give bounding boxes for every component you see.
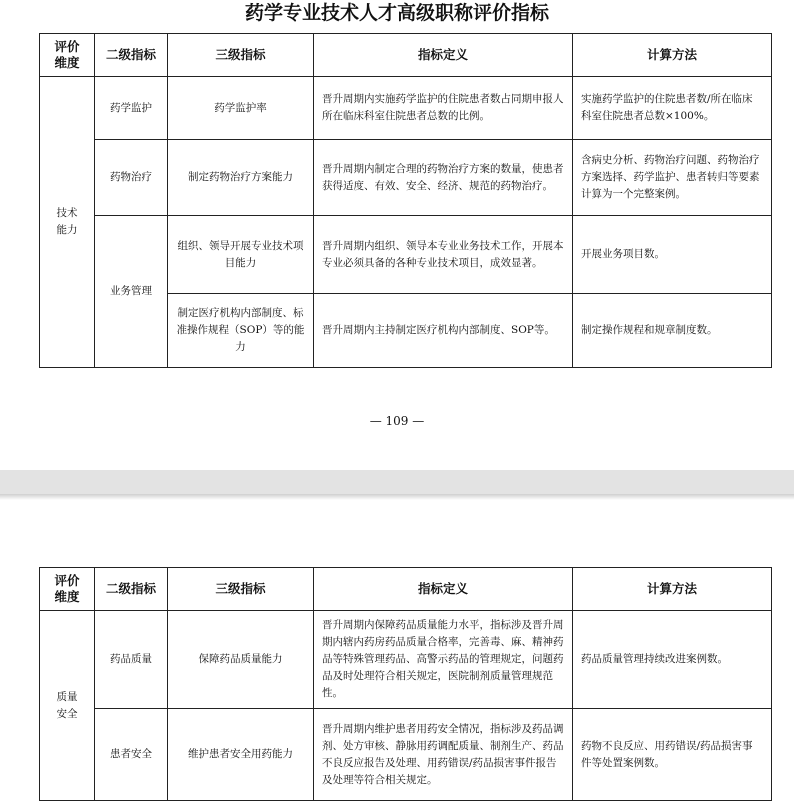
header-method: 计算方法	[573, 568, 772, 611]
header-level3: 三级指标	[168, 34, 314, 77]
header-level3: 三级指标	[168, 568, 314, 611]
definition-cell: 晋升周期内主持制定医疗机构内部制度、SOP等。	[314, 294, 573, 368]
method-cell: 含病史分析、药物治疗问题、药物治疗方案选择、药学监护、患者转归等要素计算为一个完整案例。	[573, 140, 772, 216]
level2-cell: 药学监护	[95, 77, 168, 140]
definition-cell: 晋升周期内组织、领导本专业业务技术工作，开展本专业必须具备的各种专业技术项目，成效显著。	[314, 216, 573, 294]
definition-cell: 晋升周期内实施药学监护的住院患者数占同期申报人所在临床科室住院患者总数的比例。	[314, 77, 573, 140]
level3-cell: 组织、领导开展专业技术项目能力	[168, 216, 314, 294]
header-dimension: 评价 维度	[40, 34, 95, 77]
table-row	[40, 140, 772, 216]
dimension-cell: 技术 能力	[40, 77, 95, 368]
header-level2: 二级指标	[95, 568, 168, 611]
table-row	[40, 216, 772, 294]
header-level2: 二级指标	[95, 34, 168, 77]
header-definition: 指标定义	[314, 568, 573, 611]
level3-cell: 维护患者安全用药能力	[168, 709, 314, 801]
definition-cell: 晋升周期内保障药品质量能力水平，指标涉及晋升周期内辖内药房药品质量合格率，完善毒、麻、精神药品等特殊管理药品、高警示药品的管理规定，问题药品及时处理符合相关规定，医院制剂质量管理规范性。	[314, 611, 573, 709]
indicator-table-technical	[39, 33, 772, 368]
method-cell: 药物不良反应、用药错误/药品损害事件等处置案例数。	[573, 709, 772, 801]
definition-cell: 晋升周期内制定合理的药物治疗方案的数量，使患者获得适度、有效、安全、经济、规范的药物治疗。	[314, 140, 573, 216]
header-dimension: 评价 维度	[40, 568, 95, 611]
method-cell: 药品质量管理持续改进案例数。	[573, 611, 772, 709]
header-definition: 指标定义	[314, 34, 573, 77]
method-cell: 实施药学监护的住院患者数/所在临床科室住院患者总数×100%。	[573, 77, 772, 140]
table-header-row	[40, 34, 772, 77]
dimension-cell: 质量 安全	[40, 611, 95, 801]
level3-cell: 药学监护率	[168, 77, 314, 140]
level2-cell: 药品质量	[95, 611, 168, 709]
page-separator	[0, 470, 794, 494]
page-title: 药学专业技术人才高级职称评价指标	[244, 2, 549, 24]
page-number: — 109 —	[369, 414, 425, 428]
definition-cell: 晋升周期内维护患者用药安全情况，指标涉及药品调剂、处方审核、静脉用药调配质量、制剂生产、药品不良反应报告及处理、用药错误/药品损害事件报告及处理等符合相关规定。	[314, 709, 573, 801]
indicator-table-quality	[39, 567, 772, 801]
table-row	[40, 611, 772, 709]
page-separator-shadow	[0, 494, 794, 500]
table-row	[40, 77, 772, 140]
method-cell: 制定操作规程和规章制度数。	[573, 294, 772, 368]
method-cell: 开展业务项目数。	[573, 216, 772, 294]
level3-cell: 制定药物治疗方案能力	[168, 140, 314, 216]
level3-cell: 保障药品质量能力	[168, 611, 314, 709]
table-header-row	[40, 568, 772, 611]
header-method: 计算方法	[573, 34, 772, 77]
level2-cell: 药物治疗	[95, 140, 168, 216]
level3-cell: 制定医疗机构内部制度、标准操作规程（SOP）等的能力	[168, 294, 314, 368]
level2-cell: 患者安全	[95, 709, 168, 801]
table-row	[40, 709, 772, 801]
level2-cell: 业务管理	[95, 216, 168, 368]
